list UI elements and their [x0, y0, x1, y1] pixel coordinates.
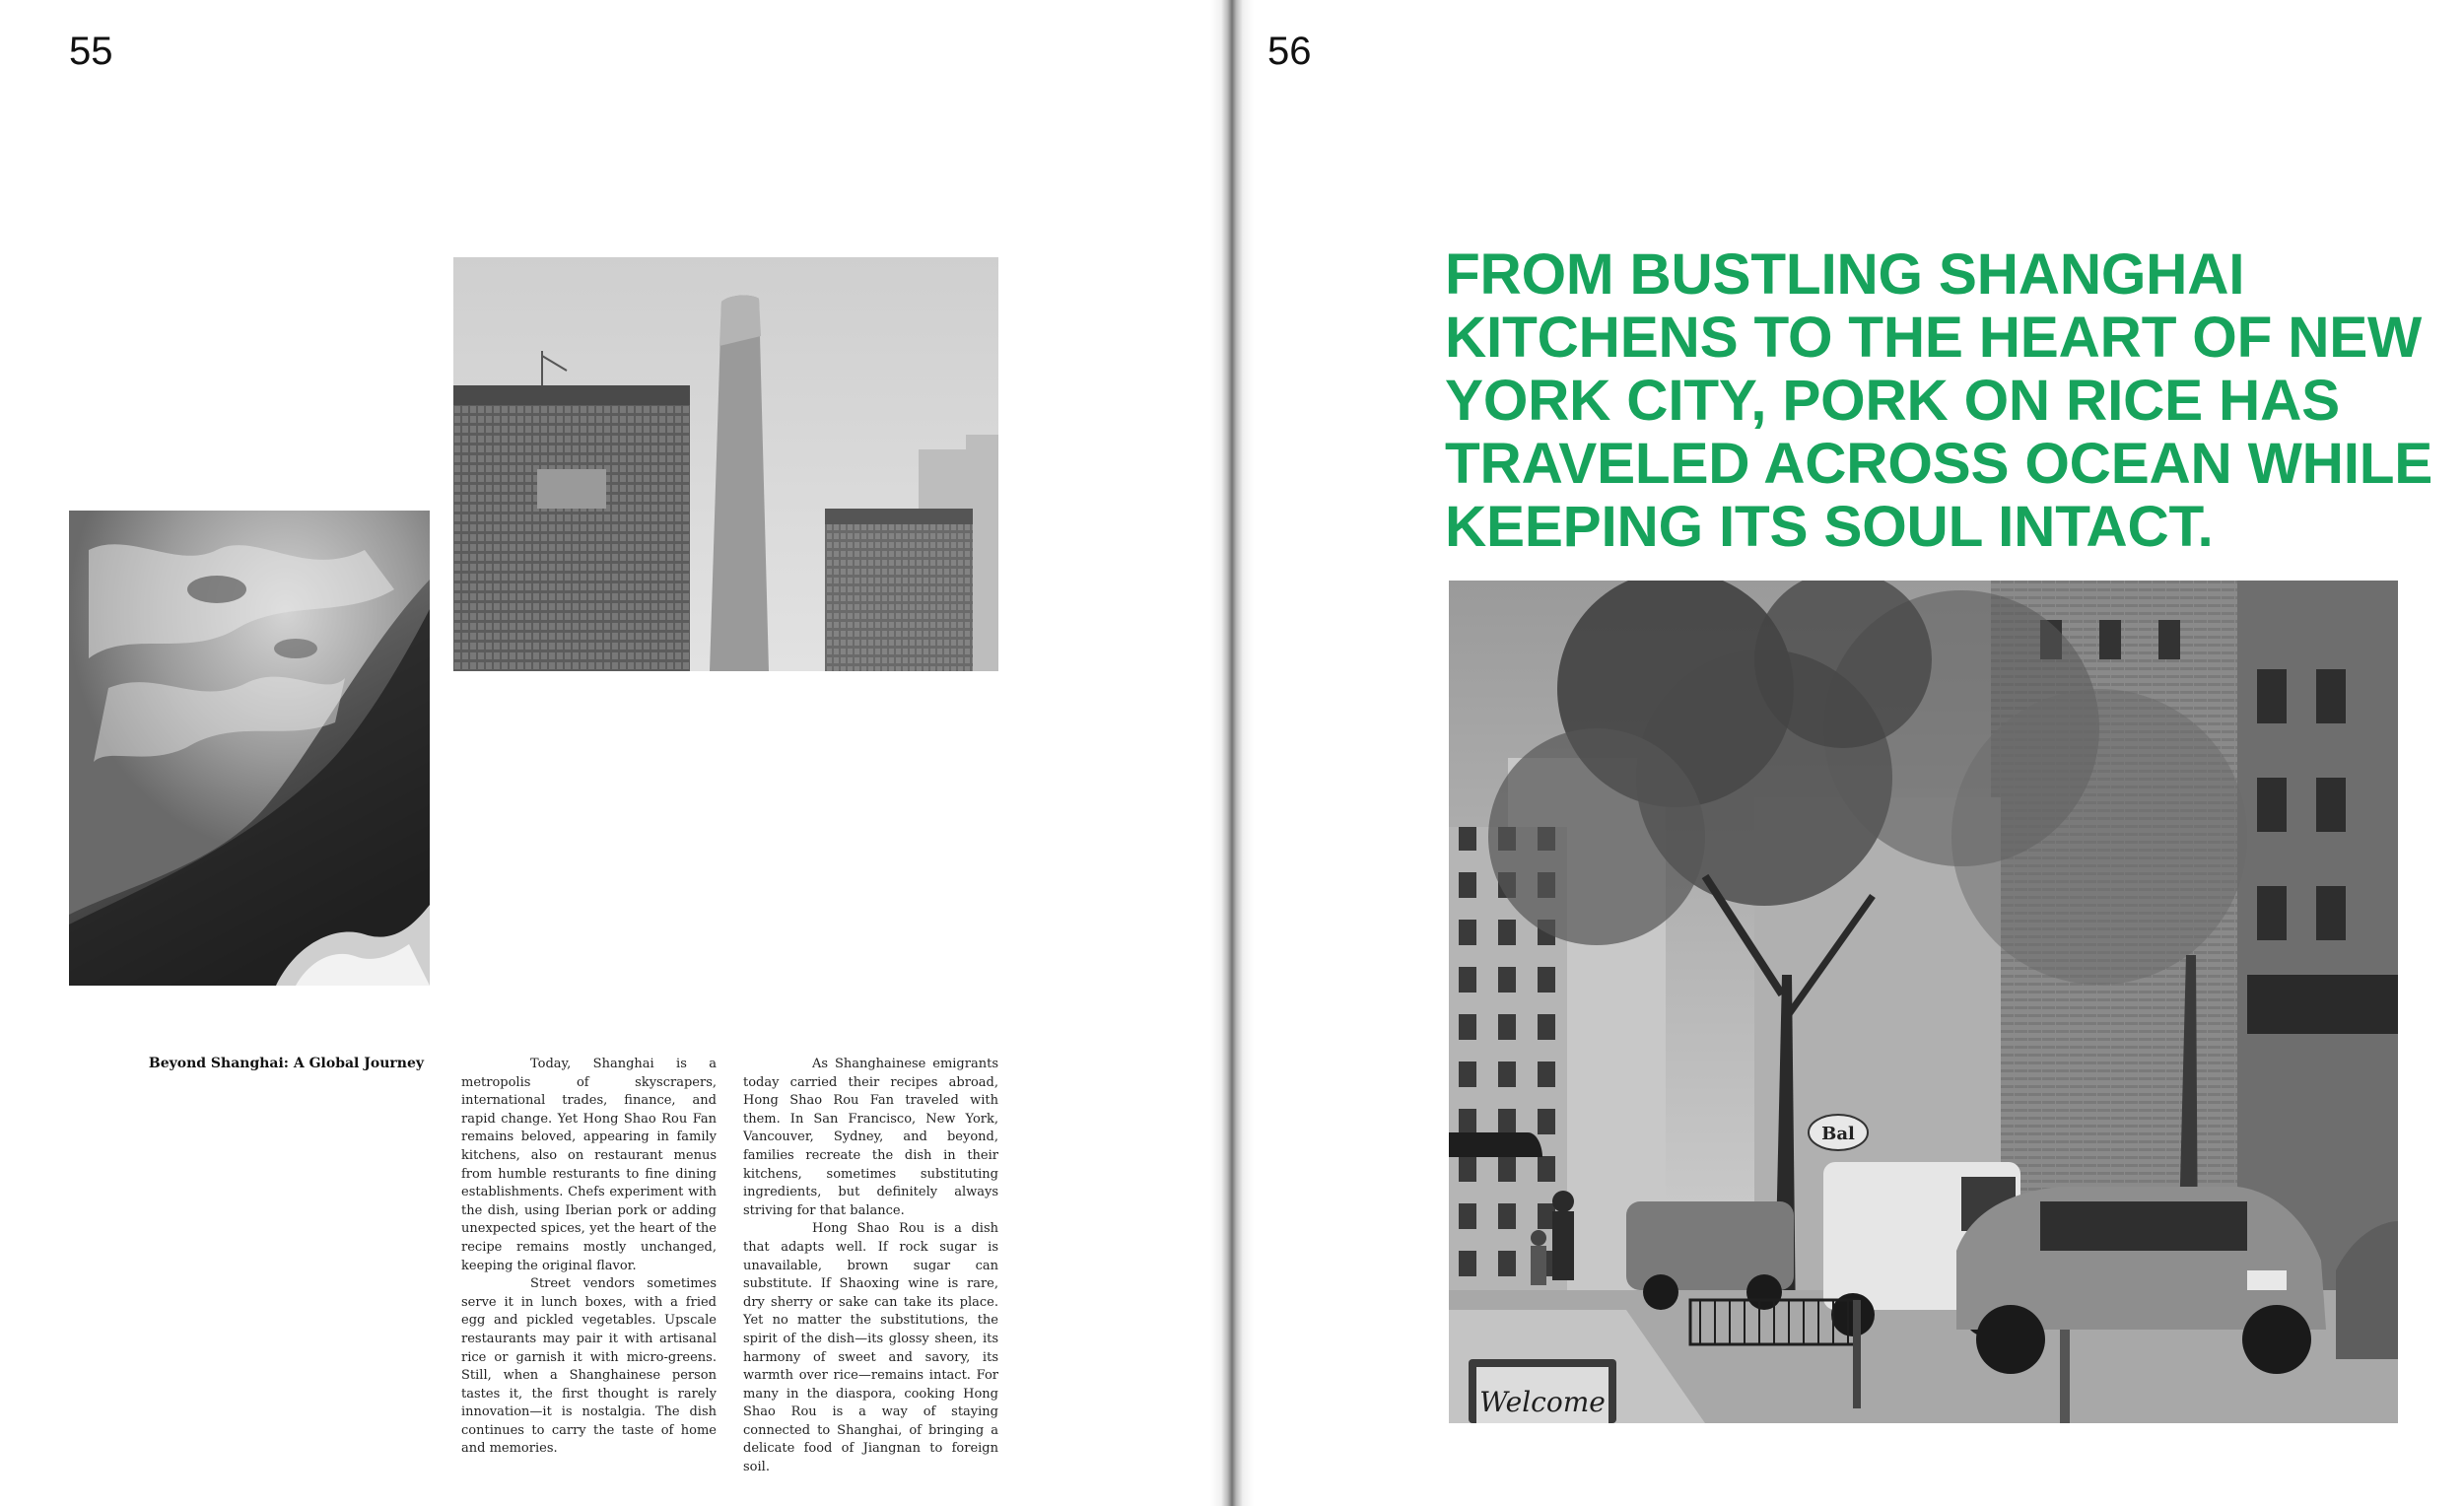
bakery-sign-text: Bal [1821, 1124, 1855, 1144]
new-york-street-photo [1449, 581, 2398, 1423]
pull-quote-headline: FROM BUSTLING SHANGHAI KITCHENS TO THE HEART OF NEW YORK CITY, PORK ON RICE HAS TRAVELED ACROSS OCEAN WHILE KEEPING ITS SOUL INTACT. [1445, 242, 2433, 559]
right-page [1232, 0, 2464, 1506]
paragraph: Hong Shao Rou is a dish that adapts well. If rock sugar is unavailable, brown sugar can substitute. If Shaoxing wine is rare, dry sherry or sake can take its place. Yet no matter the substitutions, the spirit of the dish—its glossy sheen, its harmony of sweet and savory, its warmth over rice—remains intact. For many in the diaspora, cooking Hong Shao Rou is a way of staying connected to Shanghai, of bringing a delicate food of Jiangnan to foreign soil. [743, 1221, 998, 1475]
body-column-1 [461, 1056, 717, 1459]
paragraph: As Shanghainese emigrants today carried their recipes abroad, Hong Shao Rou Fan traveled with them. In San Francisco, New York, Vancouver, Sydney, and beyond, families recreate the dish in their kitchens, sometimes substituting ingredients, but definitely always striving for that balance. [743, 1057, 998, 1218]
paragraph: Today, Shanghai is a metropolis of skyscrapers, international trades, finance, and rapid change. Yet Hong Shao Rou Fan remains beloved, appearing in family kitchens, also on restaurant menus from humble resturants to fine dining establishments. Chefs experiment with the dish, using Iberian pork or adding unexpected spices, yet the heart of the recipe remains mostly unchanged, keeping the original flavor. [461, 1057, 717, 1273]
paragraph: Street vendors sometimes serve it in lunch boxes, with a fried egg and pickled vegetables. Upscale restaurants may pair it with artisanal rice or garnish it with micro-greens. Still, when a Shanghainese person tastes it, the first thought is rarely innovation—it is nostalgia. The dish continues to carry the taste of home and memories. [461, 1276, 717, 1457]
pork-closeup-photo [69, 511, 430, 986]
page-number: 55 [69, 30, 113, 73]
section-title: Beyond Shanghai: A Global Journey [148, 1056, 424, 1071]
welcome-sign-text: Welcome [1479, 1386, 1606, 1418]
body-column-2 [743, 1056, 998, 1477]
page-number: 56 [1267, 30, 1312, 73]
shanghai-skyline-photo [453, 257, 998, 671]
